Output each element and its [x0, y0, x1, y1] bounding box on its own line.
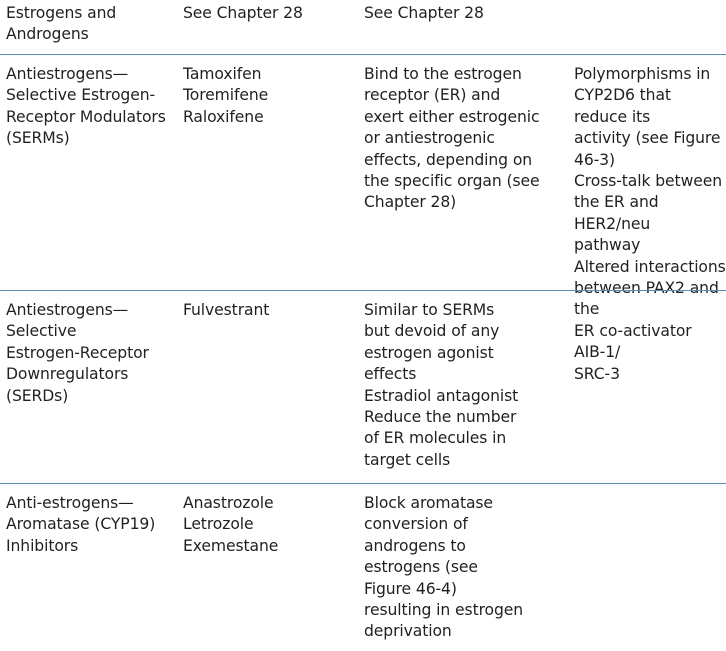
resistance-cell: Polymorphisms in CYP2D6 that reduce its activity (see Figure 46-3) Cross-talk between the ER and HER2/neu pathway Altered interactions between PAX2 and the ER co-activator AIB-1/ SRC-3	[574, 65, 726, 383]
drug-class-cell: Antiestrogens— Selective Estrogen- Receptor Modulators (SERMs)	[6, 65, 166, 148]
drugs-cell: See Chapter 28	[183, 4, 303, 22]
table-row	[0, 0, 726, 54]
drug-class-cell: Anti-estrogens— Aromatase (CYP19) Inhibitors	[6, 494, 156, 555]
mechanism-cell: Similar to SERMs but devoid of any estrogen agonist effects Estradiol antagonist Reduce the number of ER molecules in target cells	[364, 301, 519, 469]
mechanism-cell: See Chapter 28	[364, 4, 484, 22]
drugs-cell: Anastrozole Letrozole Exemestane	[183, 494, 279, 555]
table-row	[0, 290, 726, 483]
drug-class-cell: Antiestrogens— Selective Estrogen-Receptor Downregulators (SERDs)	[6, 301, 149, 405]
drugs-cell: Tamoxifen Toremifene Raloxifene	[183, 65, 269, 126]
mechanism-cell: Bind to the estrogen receptor (ER) and exert either estrogenic or antiestrogenic effects, depending on the specific organ (see Chapter 28)	[364, 65, 540, 212]
drugs-cell: Fulvestrant	[183, 301, 270, 319]
table-row	[0, 483, 726, 651]
mechanism-cell: Block aromatase conversion of androgens to estrogens (see Figure 46-4) resulting in estrogen deprivation	[364, 494, 524, 641]
drug-class-cell: Estrogens and Androgens	[6, 4, 117, 44]
